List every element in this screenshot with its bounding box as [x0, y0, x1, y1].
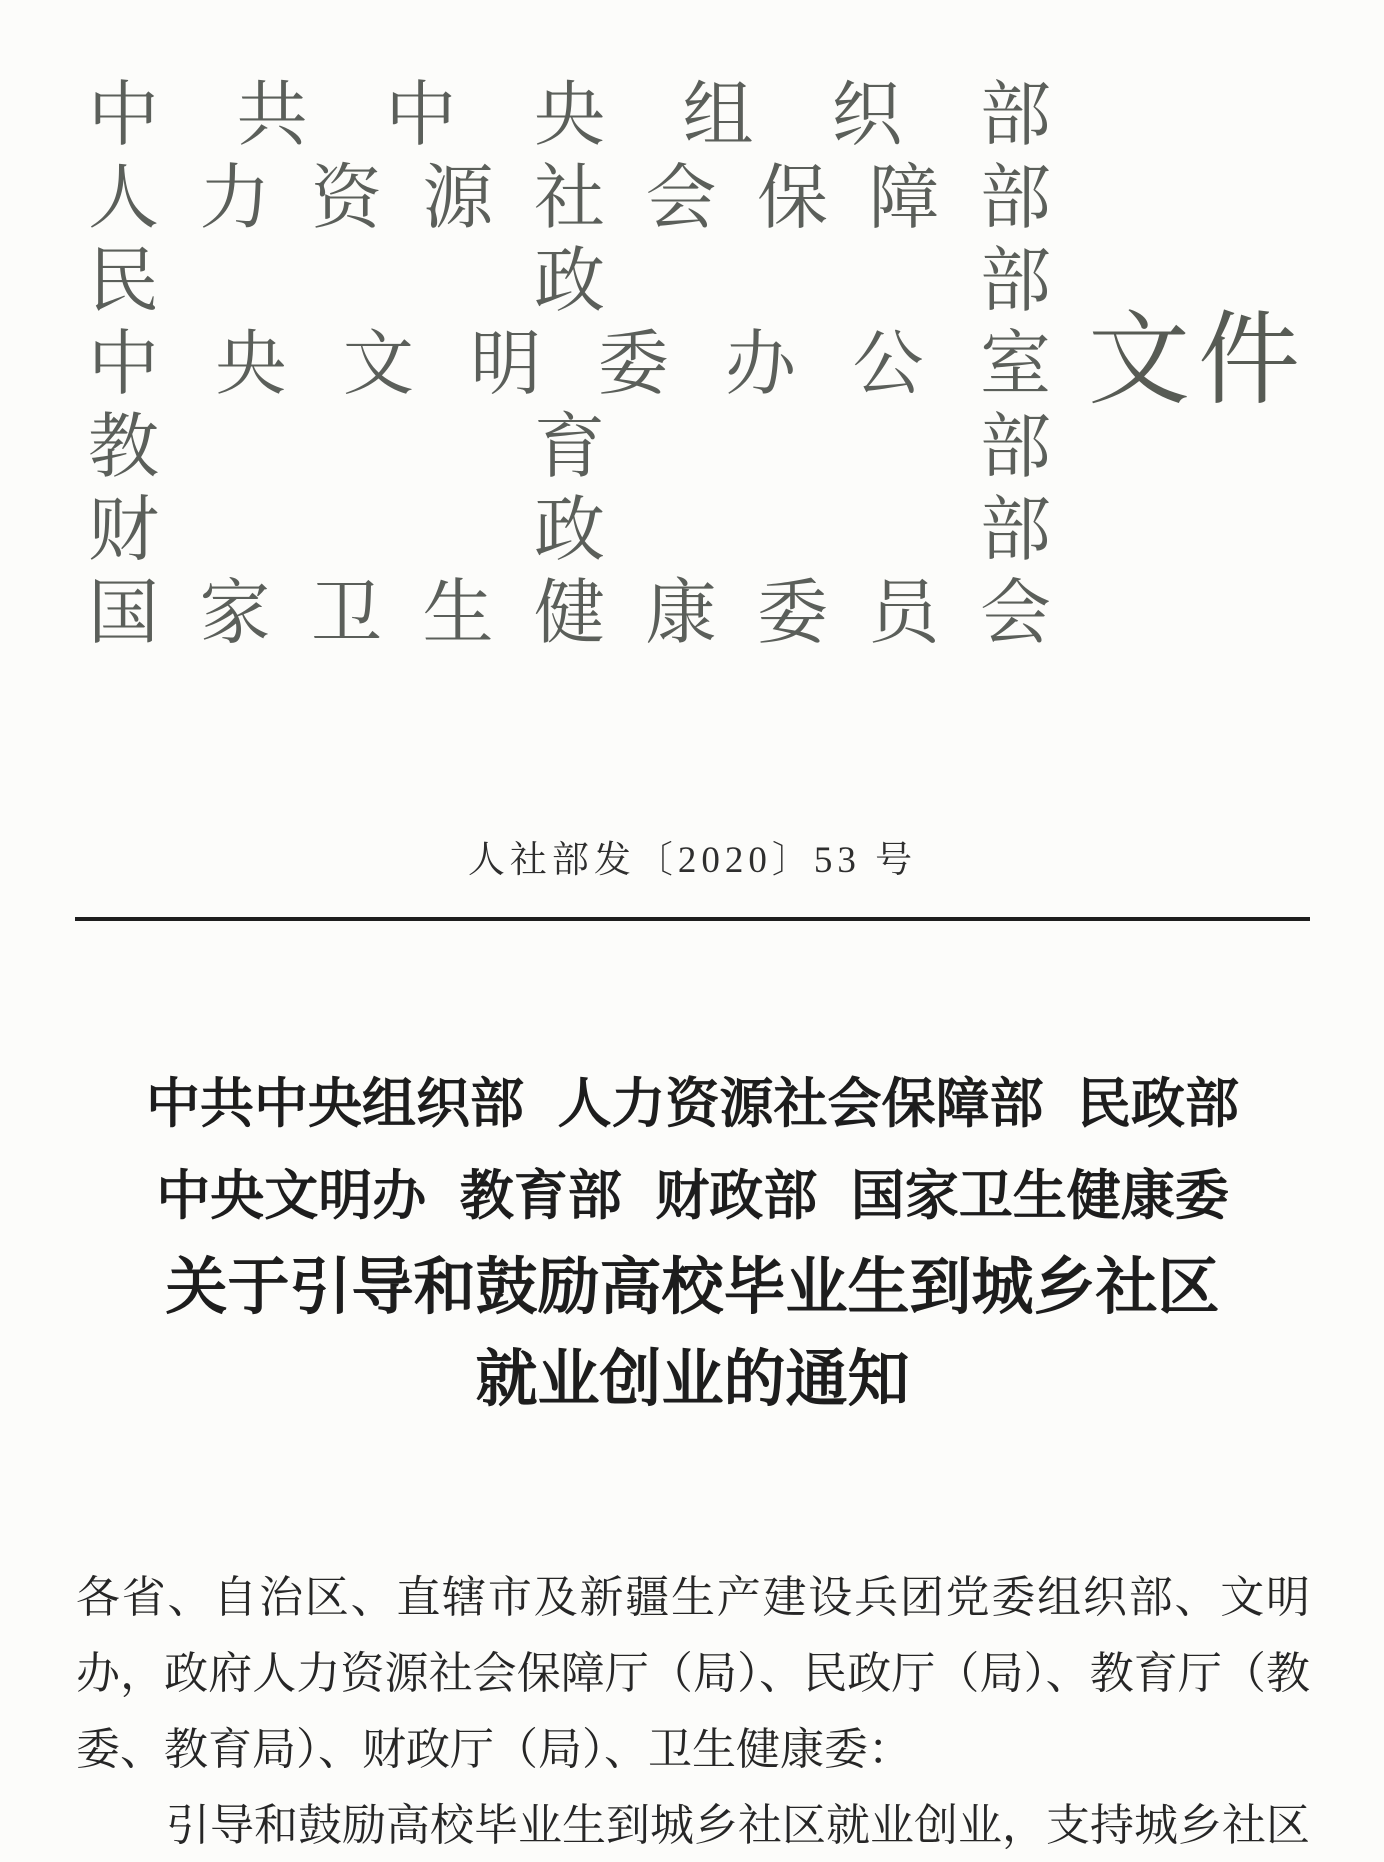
body-line: 各省、自治区、直辖市及新疆生产建设兵团党委组织部、文明 — [76, 1573, 1310, 1622]
title-agencies-line: 中央文明办 教育部 财政部 国家卫生健康委 — [156, 1166, 1229, 1226]
document-title — [75, 1058, 1310, 1426]
title-agencies-line: 中共中央组织部 人力资源社会保障部 民政部 — [146, 1074, 1239, 1134]
body-line: 委、教育局）、财政厅（局）、卫生健康委： — [76, 1725, 912, 1774]
body-paragraphs — [76, 1560, 1310, 1862]
document-number: 人社部发〔2020〕53 号 — [467, 840, 918, 881]
letterhead-agency-line: 国家卫生健康委员会 — [88, 575, 1051, 653]
body-line: 引导和鼓励高校毕业生到城乡社区就业创业，支持城乡社区 — [166, 1801, 1310, 1850]
title-subject-line: 就业创业的通知 — [475, 1346, 910, 1414]
letterhead-agency-line: 人力资源社会保障部 — [88, 160, 1051, 238]
letterhead-agency-line: 财政部 — [88, 492, 1051, 570]
letterhead-stamp-label: 文件 — [1088, 305, 1308, 418]
letterhead — [88, 75, 1051, 656]
letterhead-agency-line: 中共中央组织部 — [88, 77, 1051, 155]
letterhead-agency-line: 教育部 — [88, 409, 1051, 487]
body-line: 办，政府人力资源社会保障厅（局）、民政厅（局）、教育厅（教 — [76, 1649, 1310, 1698]
letterhead-agency-line: 中央文明委办公室 — [88, 326, 1051, 404]
letterhead-agency-line: 民政部 — [88, 243, 1051, 321]
divider-rule — [75, 917, 1310, 921]
title-subject-line: 关于引导和鼓励高校毕业生到城乡社区 — [165, 1254, 1220, 1322]
